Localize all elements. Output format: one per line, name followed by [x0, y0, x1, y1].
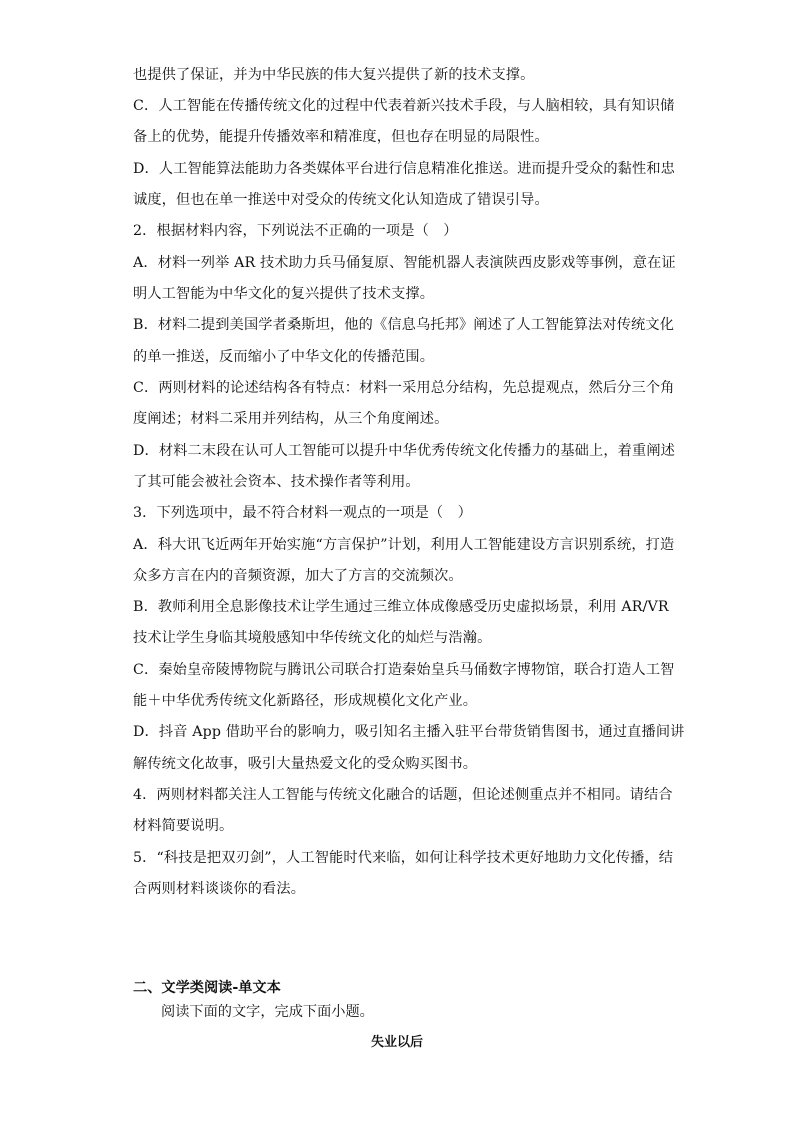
text-line: 合两则材料谈谈你的看法。	[133, 881, 306, 897]
question-3: 3．下列选项中，最不符合材料一观点的一项是（ ）	[133, 505, 472, 521]
text-line: 众多方言在内的音频资源，加大了方言的交流频次。	[133, 568, 463, 584]
text-line: 技术让学生身临其境般感知中华传统文化的灿烂与浩瀚。	[133, 630, 492, 646]
text-line: 能＋中华优秀传统文化新路径，形成规模化文化产业。	[133, 693, 478, 709]
text-line: 诚度，但也在单一推送中对受众的传统文化认知造成了错误引导。	[133, 192, 549, 208]
text-line: 度阐述；材料二采用并列结构，从三个角度阐述。	[133, 411, 449, 427]
text-line: B．材料二提到美国学者桑斯坦，他的《信息乌托邦》阐述了人工智能算法对传统文化	[133, 317, 675, 333]
section-title: 二、文学类阅读-单文本	[133, 980, 281, 996]
text-line: 明人工智能为中华文化的复兴提供了技术支撑。	[133, 286, 435, 302]
text-line: C．秦始皇帝陵博物院与腾讯公司联合打造秦始皇兵马俑数字博物馆，联合打造人工智	[133, 662, 675, 678]
reading-instruction: 阅读下面的文字，完成下面小题。	[161, 1004, 374, 1020]
text-line: C．人工智能在传播传统文化的过程中代表着新兴技术手段，与人脑相较，具有知识储	[133, 98, 675, 114]
text-line: 备上的优势，能提升传播效率和精准度，但也存在明显的局限性。	[133, 129, 549, 145]
text-line: D．人工智能算法能助力各类媒体平台进行信息精准化推送。进而提升受众的黏性和忠	[133, 161, 676, 177]
question-4: 4．两则材料都关注人工智能与传统文化融合的话题，但论述侧重点并不相同。请结合	[133, 787, 673, 803]
text-line: 的单一推送，反而缩小了中华文化的传播范围。	[133, 349, 435, 365]
text-line: 了其可能会被社会资本、技术操作者等利用。	[133, 474, 420, 490]
text-line: A．科大讯飞近两年开始实施“方言保护”计划，利用人工智能建设方言识别系统，打造	[133, 537, 675, 553]
text-line: 材料简要说明。	[133, 818, 234, 834]
text-line: 也提供了保证，并为中华民族的伟大复兴提供了新的技术支撑。	[133, 67, 535, 83]
text-line: B．教师利用全息影像技术让学生通过三维立体成像感受历史虚拟场景，利用 AR/VR	[133, 599, 669, 615]
question-5: 5．“科技是把双刃剑”，人工智能时代来临，如何让科学技术更好地助力文化传播，结	[133, 850, 674, 866]
question-2: 2．根据材料内容，下列说法不正确的一项是（ ）	[133, 223, 458, 239]
text-line: D．抖音 App 借助平台的影响力，吸引知名主播入驻平台带货销售图书，通过直播间讲	[133, 724, 685, 740]
text-line: D．材料二末段在认可人工智能可以提升中华优秀传统文化传播力的基础上，着重阐述	[133, 443, 676, 459]
story-title: 失业以后	[370, 1035, 423, 1050]
text-line: C．两则材料的论述结构各有特点：材料一采用总分结构，先总提观点，然后分三个角	[133, 380, 675, 396]
text-line: A．材料一列举 AR 技术助力兵马俑复原、智能机器人表演陕西皮影戏等事例，意在证	[133, 255, 676, 271]
text-line: 解传统文化故事，吸引大量热爱文化的受众购买图书。	[133, 756, 478, 772]
